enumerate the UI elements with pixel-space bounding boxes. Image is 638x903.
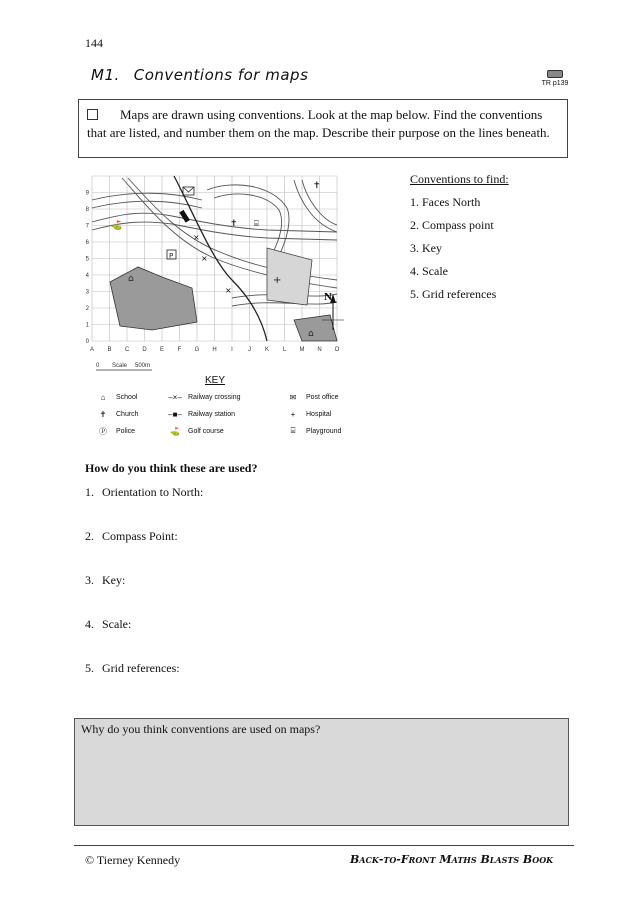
svg-text:7: 7 [85, 223, 89, 230]
svg-text:500m: 500m [135, 363, 151, 369]
x-axis-labels [90, 347, 340, 353]
y-axis-labels [86, 191, 90, 346]
question-item: 3. Key: [85, 573, 126, 587]
svg-text:6: 6 [85, 240, 89, 246]
questions-heading: How do you think these are used? [85, 461, 258, 475]
svg-text:8: 8 [85, 207, 89, 213]
railway-crossing-marker: × [193, 233, 200, 242]
svg-text:4: 4 [85, 273, 89, 279]
conventions-heading: Conventions to find: [410, 172, 509, 186]
page-number: 144 [85, 36, 103, 50]
svg-text:P: P [169, 252, 174, 260]
instructions-box [78, 99, 568, 158]
teacher-reference [537, 70, 573, 87]
section-code: M1. [91, 66, 120, 84]
svg-text:J: J [248, 347, 251, 353]
svg-text:Scale: Scale [112, 363, 128, 369]
playground-icon: ⌸ [290, 426, 296, 435]
svg-text:0: 0 [96, 363, 100, 369]
church-icon: ✝ [313, 181, 321, 191]
railway-station-marker [179, 210, 190, 223]
footer-divider [74, 845, 574, 846]
svg-text:5: 5 [85, 256, 89, 263]
church-icon: ✝ [230, 219, 238, 229]
question-item: 5. Grid references: [85, 661, 180, 675]
svg-text:2: 2 [85, 306, 89, 312]
playground-icon: ⌸ [254, 219, 259, 228]
key-item: ✉ Post office [286, 392, 339, 402]
railway-crossing-marker: × [201, 254, 208, 263]
convention-item: 5. Grid references [410, 287, 497, 301]
key-item: –×– Railway crossing [168, 392, 241, 402]
svg-text:1: 1 [85, 322, 89, 329]
key-item: ⌂ School [96, 392, 137, 402]
conventions-list [410, 172, 509, 310]
instructions-text: Maps are drawn using conventions. Look at the map below. Find the conventions that are listed, and number them on the map. Describe their purpose on the lines beneath. [87, 107, 550, 140]
playground-area [294, 315, 337, 341]
teacher-reference-text: TR p139 [541, 80, 569, 87]
police-icon: Ⓟ [99, 426, 107, 436]
school-area [110, 267, 197, 330]
svg-text:H: H [212, 347, 217, 353]
convention-item: 1. Faces North [410, 195, 481, 209]
svg-text:9: 9 [85, 190, 89, 197]
convention-item: 2. Compass point [410, 218, 494, 232]
svg-text:C: C [124, 347, 130, 353]
school-icon: ⌂ [308, 329, 314, 339]
golf-course-icon: ⛳ [111, 221, 123, 231]
key-item: –■– Railway station [168, 409, 236, 419]
svg-text:G: G [194, 347, 200, 353]
hospital-icon: + [273, 275, 282, 286]
why-conventions-prompt: Why do you think conventions are used on maps? [81, 722, 321, 736]
convention-item: 4. Scale [410, 264, 448, 278]
railway-crossing-marker: × [225, 286, 232, 295]
key-item: + Hospital [286, 409, 331, 419]
checkbox-icon [87, 109, 98, 120]
svg-text:L: L [282, 347, 287, 353]
key-heading: KEY [205, 375, 226, 386]
svg-text:A: A [89, 347, 95, 353]
school-icon: ⌂ [100, 392, 106, 402]
page-title [91, 66, 308, 84]
svg-text:0: 0 [85, 339, 89, 345]
svg-text:D: D [142, 347, 147, 353]
grid-map [82, 170, 352, 375]
key-item: ⛳ Golf course [168, 426, 224, 436]
key-item: ✝ Church [96, 409, 139, 419]
key-item: ⌸ Playground [286, 426, 341, 436]
svg-text:3: 3 [85, 289, 89, 296]
question-item: 2. Compass Point: [85, 529, 178, 543]
svg-text:E: E [159, 347, 165, 353]
svg-text:N: N [317, 347, 322, 353]
why-conventions-box[interactable] [74, 718, 569, 826]
teacher-book-icon [547, 70, 563, 78]
post-office-icon: ✉ [289, 392, 297, 402]
footer-book-title: Back-to-Front Maths Blasts Book [350, 853, 554, 866]
railway-crossing-icon: –×– [168, 392, 182, 402]
svg-text:K: K [264, 347, 270, 353]
title-text: Conventions for maps [133, 66, 309, 84]
scale-bar [96, 363, 152, 370]
footer-copyright: © Tierney Kennedy [85, 853, 181, 867]
svg-text:B: B [107, 347, 112, 353]
svg-text:M: M [299, 347, 305, 353]
key-item: Ⓟ Police [96, 426, 135, 436]
golf-course-icon: ⛳ [170, 426, 180, 436]
svg-text:F: F [177, 347, 182, 353]
question-item: 4. Scale: [85, 617, 132, 631]
church-icon: ✝ [99, 409, 107, 419]
north-label: N [324, 291, 332, 303]
question-item: 1. Orientation to North: [85, 485, 204, 499]
railway-station-icon: –■– [168, 409, 182, 419]
school-icon: ⌂ [128, 274, 134, 284]
svg-text:O: O [334, 347, 340, 353]
svg-text:I: I [231, 347, 233, 353]
convention-item: 3. Key [410, 241, 442, 255]
hospital-icon: + [290, 409, 296, 419]
